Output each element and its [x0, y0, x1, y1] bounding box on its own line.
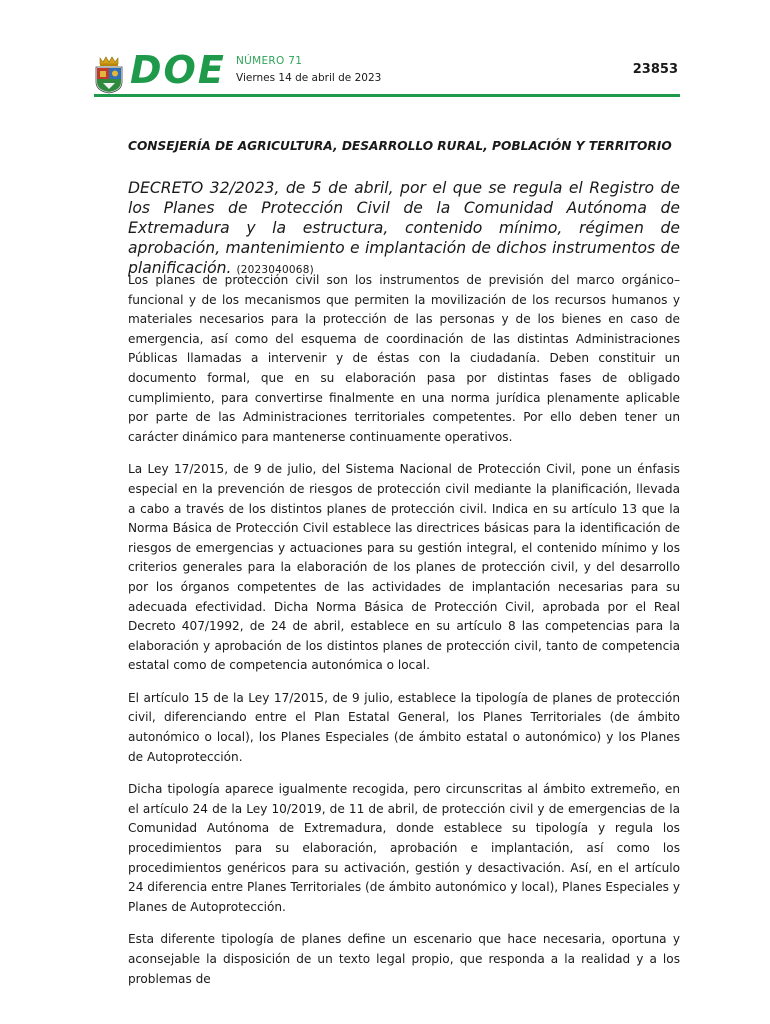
coat-of-arms-icon	[94, 56, 124, 94]
ministry-heading: CONSEJERÍA DE AGRICULTURA, DESARROLLO RURAL, POBLACIÓN Y TERRITORIO	[128, 139, 672, 153]
issue-number: NÚMERO 71	[236, 55, 303, 67]
page-header	[94, 48, 680, 96]
paragraph: La Ley 17/2015, de 9 de julio, del Sistema Nacional de Protección Civil, pone un énfasis especial en la prevención de riesgos de protección civil mediante la planificación, llevada a cabo a través de los distintos planes de protección civil. Indica en su artículo 13 que la Norma Básica de Protección Civil establece las directrices básicas para la identificación de riesgos de emergencias y actuaciones para su gestión integral, el contenido mínimo y los criterios generales para la elaboración de los planes de protección civil, y del desarrollo por los órganos competentes de las actividades de implantación necesarias para su adecuada efectividad. Dicha Norma Básica de Protección Civil, aprobada por el Real Decreto 407/1992, de 24 de abril, establece en su artículo 8 las competencias para la elaboración y aprobación de los distintos planes de protección civil, tanto de competencia estatal como de competencia autonómica o local.	[128, 462, 680, 673]
document-body	[128, 271, 680, 1002]
doe-logo: DOE	[130, 48, 226, 92]
page-number: 23853	[632, 62, 678, 77]
decree-code: (2023040068)	[236, 264, 314, 276]
decree-title-block	[128, 178, 680, 280]
paragraph: El artículo 15 de la Ley 17/2015, de 9 julio, establece la tipología de planes de protección civil, diferenciando entre el Plan Estatal General, los Planes Territoriales (de ámbito autonómico o local), los Planes Especiales (de ámbito estatal o autonómico) y los Planes de Autoprotección.	[128, 690, 680, 764]
paragraph: Dicha tipología aparece igualmente recogida, pero circunscritas al ámbito extremeño, en el artículo 24 de la Ley 10/2019, de 11 de abril, de protección civil y de emergencias de la Comunidad Autónoma de Extremadura, donde establece su tipología y regula los procedimientos para su elaboración, aprobación e implantación, así como los procedimientos genéricos para su activación, gestión y desactivación. Así, en el artículo 24 diferencia entre Planes Territoriales (de ámbito autonómico y local), Planes Especiales y Planes de Autoprotección.	[128, 782, 680, 914]
paragraph: Esta diferente tipología de planes define un escenario que hace necesaria, oportuna y aconsejable la disposición de un texto legal propio, que responda a la realidad y a los problemas de	[128, 932, 680, 986]
paragraph: Los planes de protección civil son los instrumentos de previsión del marco orgánico–funcional y de los mecanismos que permiten la movilización de los recursos humanos y materiales necesarios para la protección de las personas y de los bienes en caso de emergencia, así como del esquema de coordinación de las distintas Administraciones Públicas llamadas a intervenir y de éstas con la ciudadanía. Deben constituir un documento formal, que en su elaboración pasa por distintas fases de obligado cumplimiento, para convertirse finalmente en una norma jurídica plenamente aplicable por parte de las Administraciones territoriales competentes. Por ello deben tener un carácter dinámico para mantenerse continuamente operativos.	[128, 273, 680, 444]
decree-title: DECRETO 32/2023, de 5 de abril, por el que se regula el Registro de los Planes de Protección Civil de la Comunidad Autónoma de Extremadura y la estructura, contenido mínimo, régimen de aprobación, mantenimiento e implantación de dichos instrumentos de planificación.	[128, 179, 680, 277]
header-divider	[94, 94, 680, 97]
issue-date: Viernes 14 de abril de 2023	[236, 72, 382, 84]
